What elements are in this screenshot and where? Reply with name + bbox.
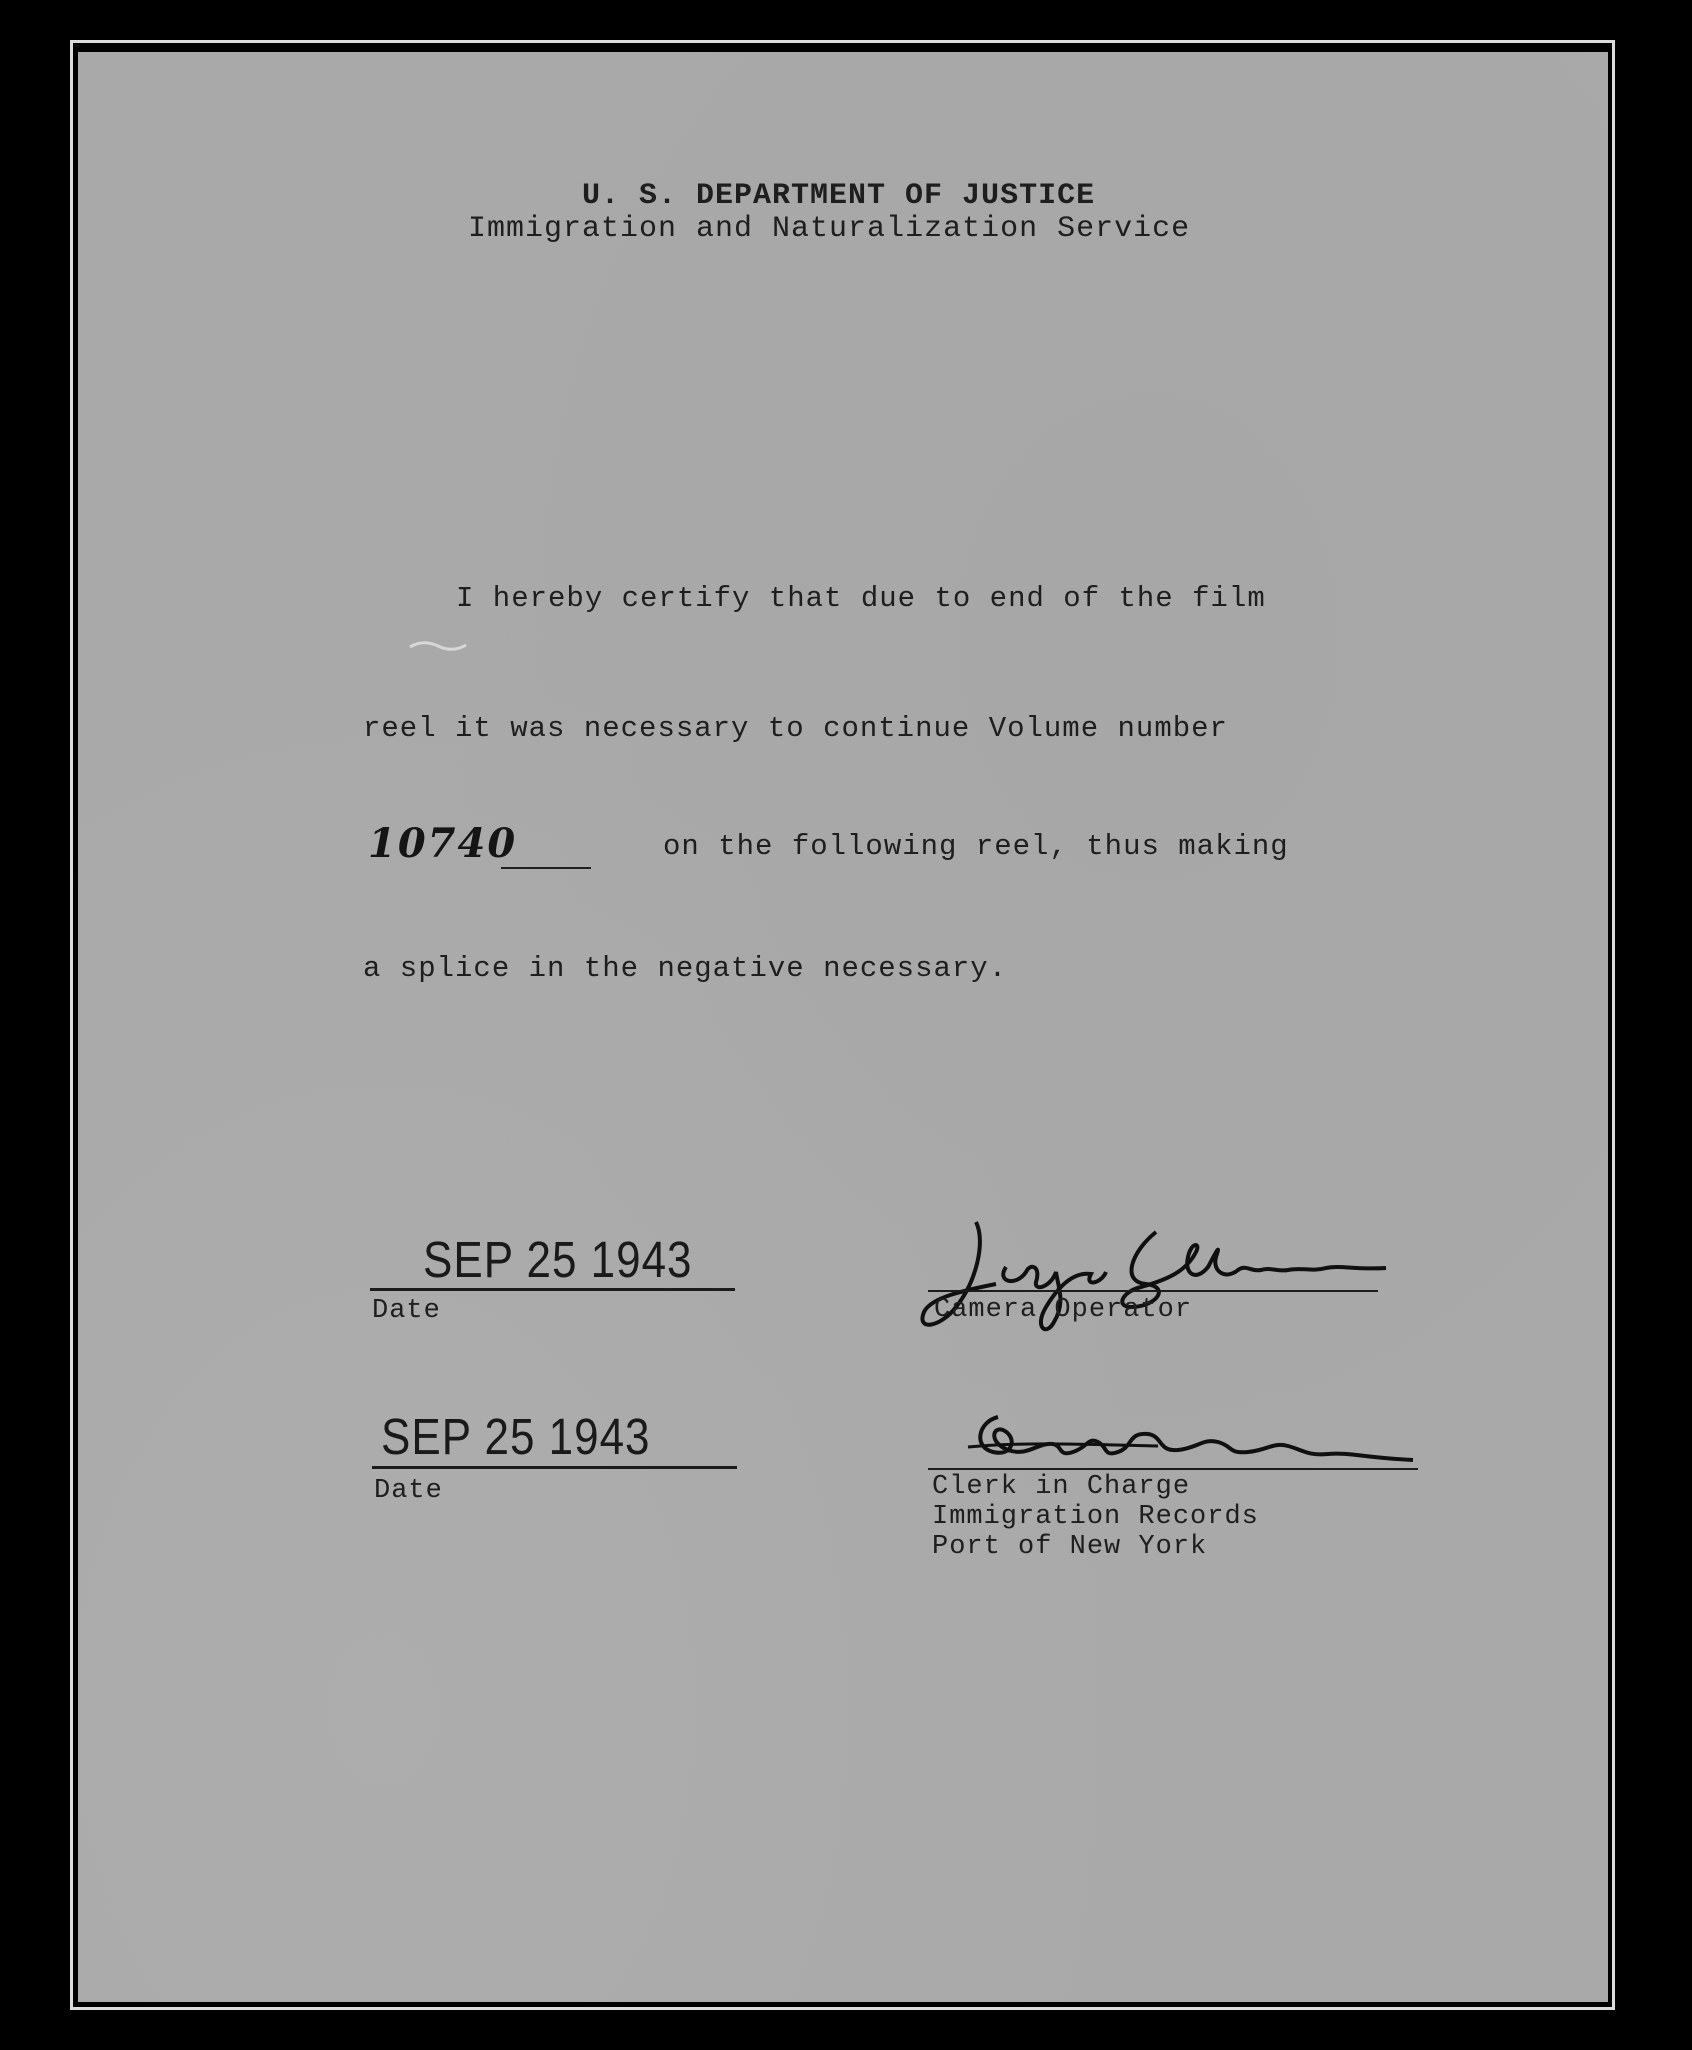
document-page [78,52,1608,2002]
certification-line-2: reel it was necessary to continue Volume number [363,712,1228,745]
department-heading: U. S. DEPARTMENT OF JUSTICE [582,179,1096,213]
camera-operator-signature-line [928,1290,1378,1292]
camera-operator-label: Camera Operator [934,1295,1193,1325]
clerk-department-label: Immigration Records [932,1502,1259,1532]
clerk-location-label: Port of New York [932,1532,1208,1562]
volume-number-handwritten: 10740 [368,820,518,867]
certification-line-4: a splice in the negative necessary. [363,952,1008,985]
clerk-title-label: Clerk in Charge [932,1472,1191,1502]
date-stamp-clerk: SEP 25 1943 [381,1409,651,1466]
date-label-clerk: Date [374,1476,443,1506]
certification-line-1: I hereby certify that due to end of the film [456,582,1266,615]
date-line-clerk [372,1466,737,1469]
paper-scuff-mark [408,637,468,657]
date-line-camera [370,1288,735,1291]
certification-line-3: on the following reel, thus making [663,830,1289,863]
service-heading: Immigration and Naturalization Service [468,212,1191,246]
clerk-signature [958,1402,1418,1482]
date-stamp-camera: SEP 25 1943 [423,1232,693,1289]
volume-number-blank-line [501,867,591,869]
clerk-signature-line [928,1468,1418,1470]
date-label-camera: Date [372,1296,441,1326]
